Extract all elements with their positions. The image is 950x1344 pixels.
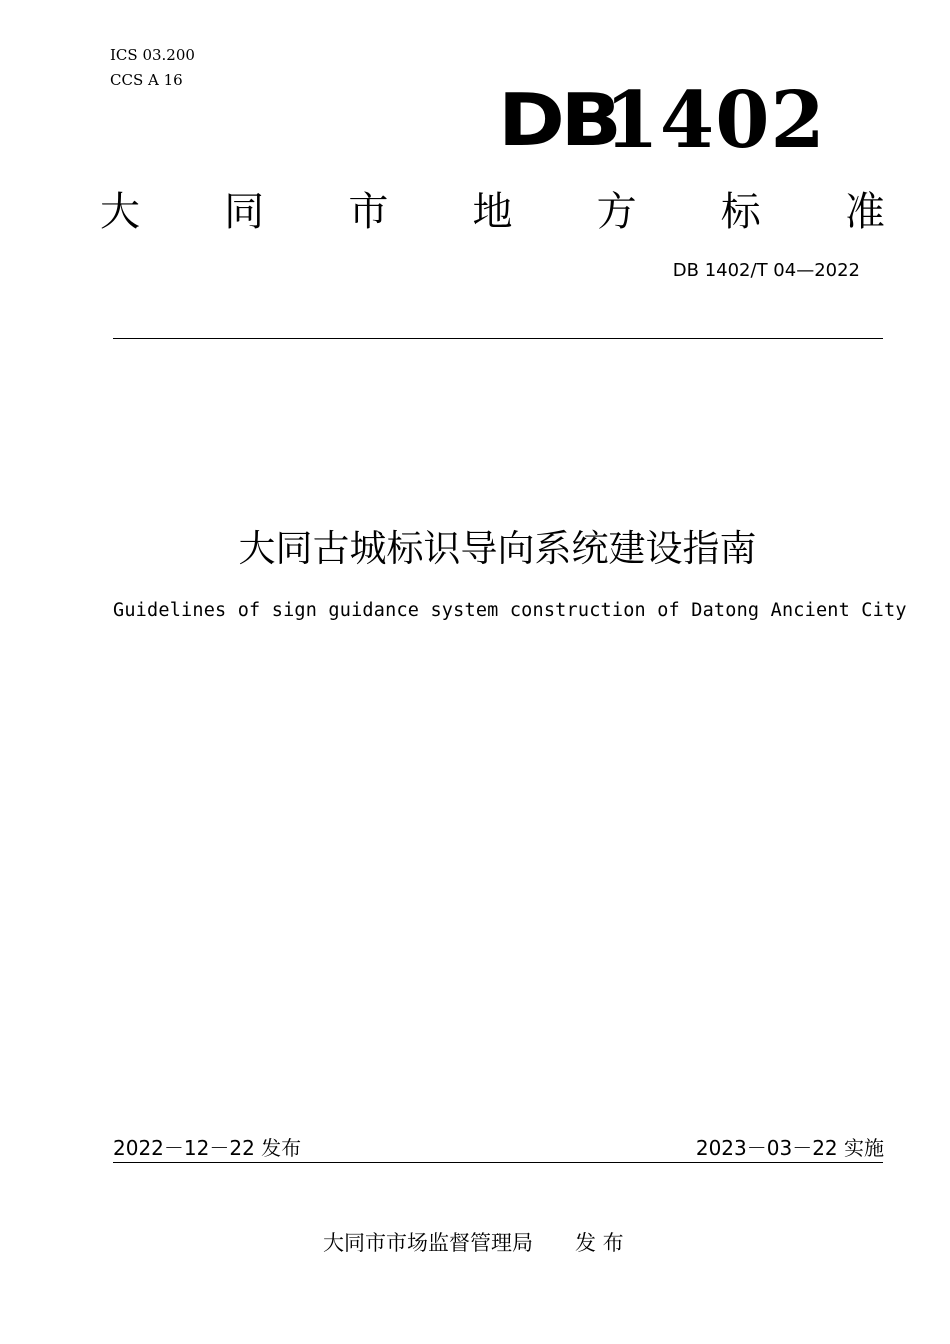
header-divider [113,338,883,339]
issue-date: 2022－12－22 发布 [113,1136,302,1160]
standard-type-char: 标 [720,188,761,235]
standard-code: DB 1402/T 04—2022 [672,260,860,281]
db-logo-number: 1402 [604,74,826,166]
standard-type-char: 地 [472,188,513,235]
standard-type-char: 方 [596,188,637,235]
standard-type-char: 同 [224,188,265,235]
issuing-authority [323,1227,624,1257]
standard-type-char: 准 [844,188,885,235]
standard-type [100,180,885,236]
db-logo [498,74,826,166]
standard-type-char: 市 [348,188,389,235]
implementation-date: 2023－03－22 实施 [695,1136,884,1160]
ccs-code: CCS A 16 [110,71,183,89]
ics-code: ICS 03.200 [110,46,195,64]
issuer-name: 大同市市场监督管理局 [323,1231,533,1255]
issuer-action: 发 布 [575,1231,624,1255]
document-title-english: Guidelines of sign guidance system construction of Datong Ancient City [113,600,907,621]
footer-divider [113,1162,883,1163]
standard-type-char: 大 [100,188,140,235]
db-logo-letters: DB [498,78,618,162]
document-title-chinese: 大同古城标识导向系统建设指南 [238,527,757,570]
